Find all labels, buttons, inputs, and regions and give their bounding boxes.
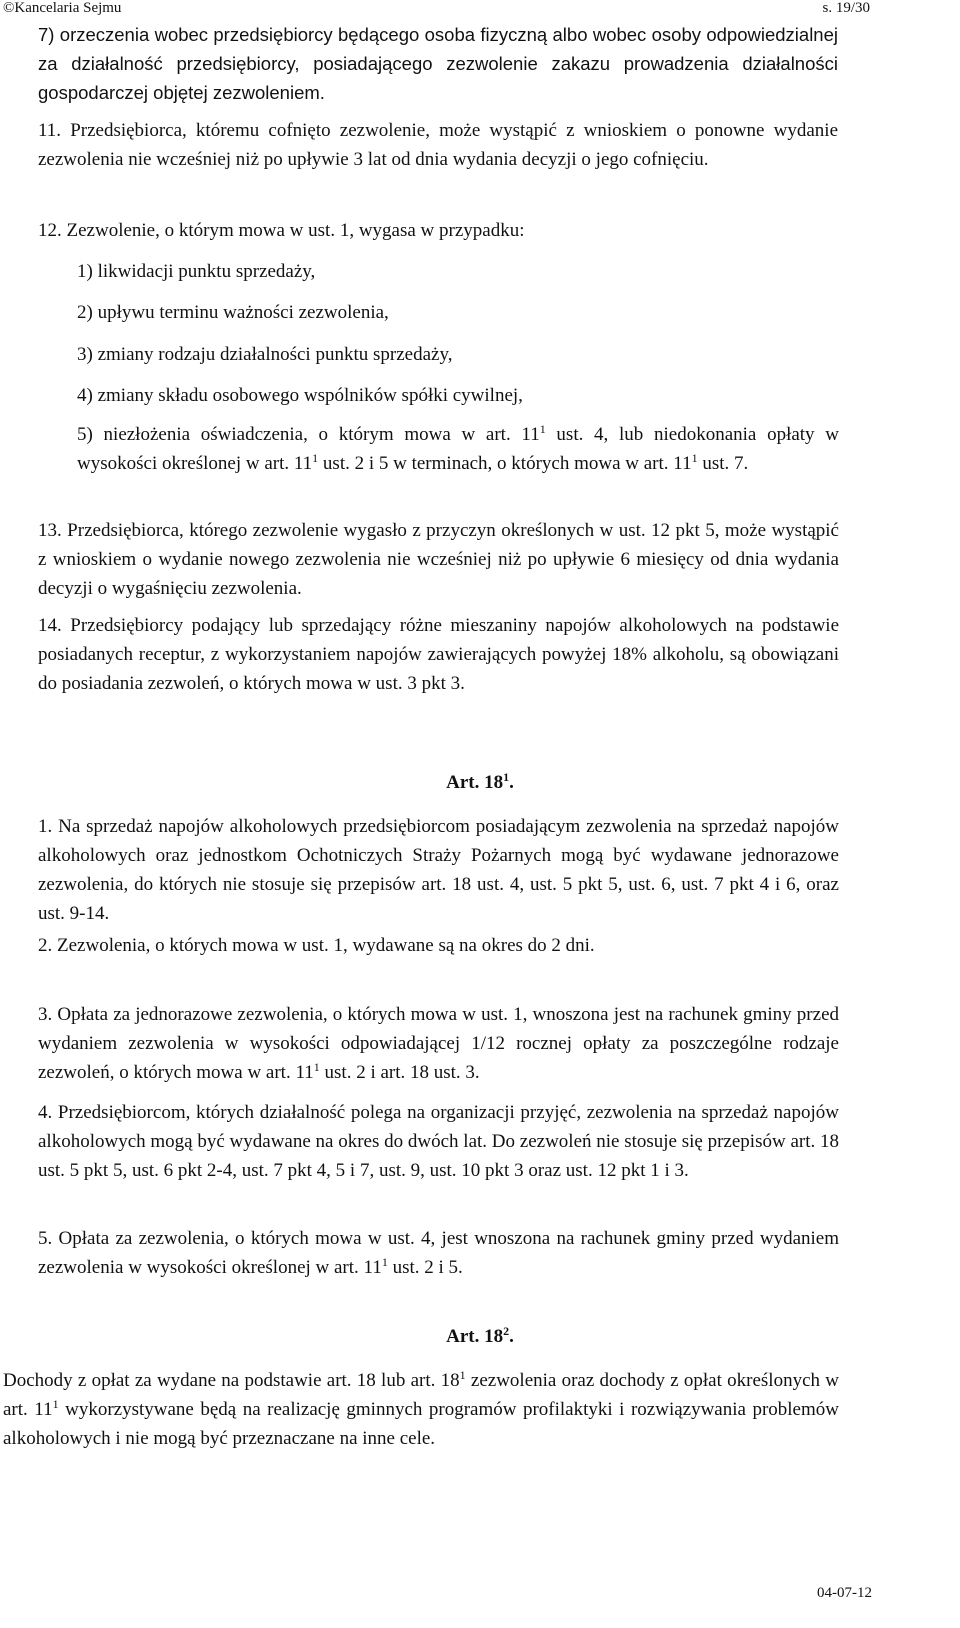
p3-text-b: ust. 2 i art. 18 ust. 3. bbox=[319, 1062, 480, 1083]
art182-text-1: Dochody z opłat za wydane na podstawie art. 18 lub art. 18 bbox=[3, 1370, 460, 1391]
superscript: 1 bbox=[52, 1397, 59, 1411]
list-item: 2) upływu terminu ważności zezwolenia, bbox=[77, 302, 389, 323]
p5-text-b: ust. 2 i 5. bbox=[387, 1257, 463, 1278]
p5-text-a: 5. Opłata za zezwolenia, o których mowa w ust. 4, jest wnoszona na rachunek gminy przed wydaniem zezwolenia w wysokości określonej w art. 11 bbox=[38, 1228, 839, 1278]
item5-part-d: ust. 7. bbox=[697, 453, 749, 474]
superscript: 1 bbox=[312, 451, 319, 465]
item5-part-a: 5) niezłożenia oświadczenia, o którym mowa w art. 11 bbox=[77, 424, 540, 445]
article-18-2-text bbox=[3, 1366, 839, 1453]
list-item: 3) zmiany rodzaju działalności punktu sprzedaży, bbox=[77, 344, 453, 365]
article-title-text: Art. 18 bbox=[446, 1326, 504, 1347]
article-18-1-paragraph-1: 1. Na sprzedaż napojów alkoholowych przedsiębiorcom posiadającym zezwolenia na sprzedaż napojów alkoholowych oraz jednostkom Ochotniczych Straży Pożarnych mogą być wydawane jednorazowe zezwolenia, do których nie stosuje się przepisów art. 18 ust. 4, ust. 5 pkt 5, ust. 6, ust. 7 pkt 4 i 6, oraz ust. 9-14. bbox=[38, 816, 839, 924]
superscript: 1 bbox=[691, 451, 698, 465]
item5-part-c: ust. 2 i 5 w terminach, o których mowa w art. 11 bbox=[318, 453, 692, 474]
paragraph-14: 14. Przedsiębiorcy podający lub sprzedający różne mieszaniny napojów alkoholowych na podstawie posiadanych receptur, z wykorzystaniem napojów zawierających powyżej 18% alkoholu, są obowiązani do posiadania zezwoleń, o których mowa w ust. 3 pkt 3. bbox=[38, 615, 839, 694]
superscript: 1 bbox=[459, 1368, 466, 1382]
article-18-1-paragraph-2: 2. Zezwolenia, o których mowa w ust. 1, wydawane są na okres do 2 dni. bbox=[38, 935, 595, 956]
article-title-dot: . bbox=[509, 1326, 514, 1347]
intro-item-7: 7) orzeczenia wobec przedsiębiorcy będącego osoba fizyczną albo wobec osoby odpowiedzialnej za działalność przedsiębiorcy, posiadającego zezwolenie zakazu prowadzenia działalności gospodarczej objętej zezwoleniem. bbox=[38, 24, 838, 103]
header-page-number: s. 19/30 bbox=[822, 0, 870, 16]
superscript: 1 bbox=[313, 1060, 320, 1074]
list-item: 4) zmiany składu osobowego wspólników spółki cywilnej, bbox=[77, 385, 523, 406]
article-title-dot: . bbox=[509, 772, 514, 793]
list-item: 1) likwidacji punktu sprzedaży, bbox=[77, 261, 316, 282]
art182-text-3: wykorzystywane będą na realizację gminnych programów profilaktyki i rozwiązywania problemów alkoholowych i nie mogą być przeznaczane na inne cele. bbox=[3, 1399, 839, 1449]
article-title-superscript: 2 bbox=[503, 1324, 510, 1338]
paragraph-13: 13. Przedsiębiorca, którego zezwolenie wygasło z przyczyn określonych w ust. 12 pkt 5, może wystąpić z wnioskiem o wydanie nowego zezwolenia nie wcześniej niż po upływie 6 miesięcy od dnia wydania decyzji o wygaśnięciu zezwolenia. bbox=[38, 520, 839, 599]
article-18-1-title bbox=[0, 772, 960, 794]
list-item-5 bbox=[77, 420, 839, 478]
article-title-superscript: 1 bbox=[503, 770, 510, 784]
p3-text-a: 3. Opłata za jednorazowe zezwolenia, o których mowa w ust. 1, wnoszona jest na rachunek gminy przed wydaniem zezwolenia w wysokości odpowiadającej 1/12 rocznej opłaty za poszczególne rodzaje zezwoleń, o których mowa w art. 11 bbox=[38, 1004, 839, 1083]
article-18-2-title bbox=[0, 1326, 960, 1348]
article-title-text: Art. 18 bbox=[446, 772, 504, 793]
superscript: 1 bbox=[539, 422, 546, 436]
paragraph-12-lead: 12. Zezwolenie, o którym mowa w ust. 1, wygasa w przypadku: bbox=[38, 220, 525, 241]
item5-part-b: ust. 4, lub niedokonania opłaty w wysokości określonej w art. 11 bbox=[77, 424, 839, 474]
superscript: 1 bbox=[381, 1255, 388, 1269]
article-18-1-paragraph-5 bbox=[38, 1224, 839, 1282]
article-18-1-paragraph-4: 4. Przedsiębiorcom, których działalność polega na organizacji przyjęć, zezwolenia na sprzedaż napojów alkoholowych mogą być wydawane na okres do dwóch lat. Do zezwoleń nie stosuje się przepisów art. 18 ust. 5 pkt 5, ust. 6 pkt 2-4, ust. 7 pkt 4, 5 i 7, ust. 9, ust. 10 pkt 3 oraz ust. 12 pkt 1 i 3. bbox=[38, 1102, 839, 1181]
art182-text-2: zezwolenia oraz dochody z opłat określonych w art. 11 bbox=[3, 1370, 839, 1420]
article-18-1-paragraph-3 bbox=[38, 1000, 839, 1087]
header-copyright: ©Kancelaria Sejmu bbox=[3, 0, 122, 16]
footer-date: 04-07-12 bbox=[817, 1585, 872, 1601]
paragraph-11: 11. Przedsiębiorca, któremu cofnięto zezwolenie, może wystąpić z wnioskiem o ponowne wydanie zezwolenia nie wcześniej niż po upływie 3 lat od dnia wydania decyzji o jego cofnięciu. bbox=[38, 120, 838, 170]
